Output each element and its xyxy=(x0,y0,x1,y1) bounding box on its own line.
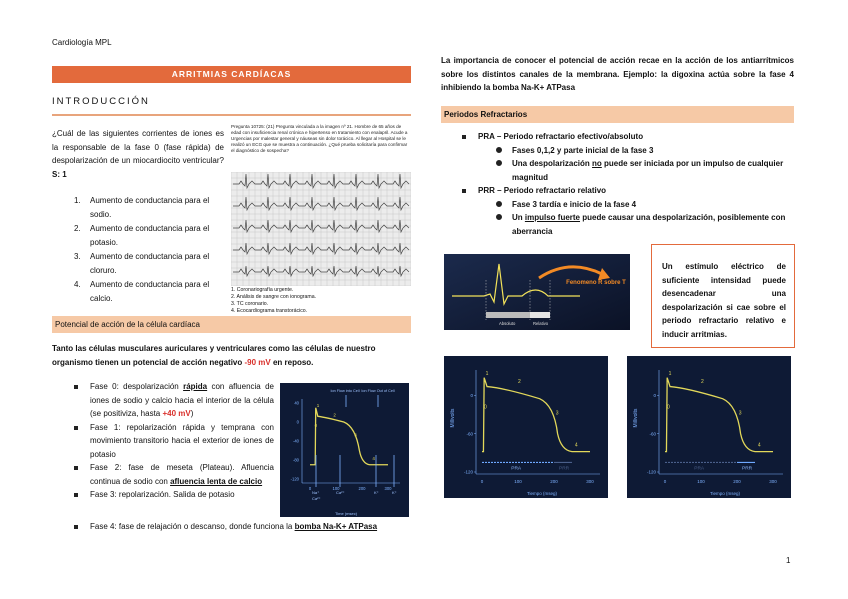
question xyxy=(52,127,224,181)
potential-intro: Tanto las células musculares auriculares y ventriculares como las células de nuestro organismo tienen un potencial de acción negativo -90 mV en reposo. xyxy=(52,344,376,367)
exam-question: Pregunta 10725: (21) Pregunta vinculada a la imagen nº 21. Hombre de 65 años de edad con insuficiencia renal crónica e hipertenso en tratamiento con enalapril. Acude a Urgencias por malestar general y náuseas sin dolor torácico. Al llegar al Hospital se le realizó un ECG que se muestra a continuación. ¿Qué prueba solicitaría para confirmar el diagnóstico de sospecha? xyxy=(231,124,408,153)
c2-phase-label: 3 xyxy=(738,410,742,417)
c1-prr-label: PRR xyxy=(559,466,570,472)
ap-xtick: 100 xyxy=(332,486,340,491)
option-item: 4. Aumento de conductancia para el calcio. xyxy=(74,280,210,303)
c2-pra-label: PRA xyxy=(694,466,705,472)
ap-phase-label: 2 xyxy=(333,412,336,418)
c1-phase-label: 2 xyxy=(518,378,521,385)
ap-phase-label: 4 xyxy=(372,456,375,461)
phase-item: Fase 2: fase de meseta (Plateau). Afluencia continua de sodio con afluencia lenta de calcio xyxy=(74,461,274,488)
c1-xtick: 200 xyxy=(550,479,558,484)
c1-xtick: 0 xyxy=(480,479,484,484)
pra-subitem: Fases 0,1,2 y parte inicial de la fase 3 xyxy=(462,144,794,158)
potential-heading: Potencial de acción de la célula cardíaca xyxy=(52,316,411,333)
c2-phase-label: 1 xyxy=(668,371,672,378)
c1-xlabel: Tiempo (mseg) xyxy=(526,491,558,496)
c1-ytick: -120 xyxy=(463,469,473,475)
ecg-image xyxy=(231,172,411,286)
ap-xlabel: Time (msec) xyxy=(334,511,358,516)
c1-xtick: 300 xyxy=(586,479,594,484)
exam-answer: 3. TC coronario. xyxy=(231,301,269,307)
callout-box: Un estímulo eléctrico de suficiente intensidad puede desencadenar una despolarización si cae sobre el periodo refractario relativo e inducir arritmias. xyxy=(651,244,795,348)
prr-subitem: Fase 3 tardía e inicio de la fase 4 xyxy=(462,198,794,212)
c2-xtick: 0 xyxy=(663,479,667,484)
ion-in-label: Ion Flow into Cell xyxy=(330,389,360,393)
ap-phase-label: 0 xyxy=(314,422,318,428)
section-title: ARRITMIAS CARDÍACAS xyxy=(52,66,411,83)
c1-ylabel: Millivolts xyxy=(450,408,456,428)
option-item: 3. Aumento de conductancia para el cloruro. xyxy=(74,252,210,275)
exam-answer: 4. Ecocardiograma transtorácico. xyxy=(231,308,308,314)
c1-phase-label: 3 xyxy=(555,410,559,417)
right-intro: La importancia de conocer el potencial de acción recae en la acción de los antiarrítmicos sobre los distintos canales de la membrana. Ejemplo: la digoxina actúa sobre la fase 4 inhibiendo la bomba Na-K+ ATPasa xyxy=(441,56,794,92)
c1-phase-label: 4 xyxy=(574,442,578,449)
c2-ylabel: Millivolts xyxy=(633,408,639,428)
ion-label-ca2: Ca²⁺ xyxy=(336,490,345,495)
phases-list xyxy=(74,380,274,502)
phase-item: Fase 1: repolarización rápida y temprana con movimiento transitorio hacia el exterior de iones de potasio xyxy=(74,421,274,462)
ap-ytick: -40 xyxy=(292,438,299,444)
action-potential-chart xyxy=(280,383,409,517)
phase-item: Fase 0: despolarización rápida con afluencia de iones de sodio y calcio hacia el interior de la célula (se positiviza, hasta +40 mV) xyxy=(74,380,274,421)
ap-ytick: 0 xyxy=(296,419,299,425)
option-item: 1. Aumento de conductancia para el sodio. xyxy=(74,196,210,219)
c1-phase-label: 1 xyxy=(485,371,489,378)
exam-answer: 2. Análisis de sangre con ionograma. xyxy=(231,294,317,300)
relative-bar xyxy=(530,312,550,318)
ap-ytick: 40 xyxy=(294,400,299,406)
intro-heading: INTRODUCCIÓN xyxy=(52,96,411,116)
question-answer: S: 1 xyxy=(52,169,67,179)
pra-subitem: Una despolarización no puede ser iniciada por un impulso de cualquier magnitud xyxy=(462,157,794,184)
phase-item: Fase 4: fase de relajación o descanso, donde funciona la bomba Na-K+ ATPasa xyxy=(74,520,419,534)
c2-phase-label: 0 xyxy=(667,404,670,411)
c2-xtick: 300 xyxy=(769,479,777,484)
c2-xlabel: Tiempo (mseg) xyxy=(709,491,741,496)
page-number: 1 xyxy=(786,556,791,565)
refractory-chart-prr xyxy=(627,356,791,498)
ion-label-na: Na⁺ xyxy=(312,490,320,495)
absolute-bar xyxy=(486,312,530,318)
ap-ytick: -120 xyxy=(290,476,299,482)
doc-title: Cardiología MPL xyxy=(52,38,112,47)
c2-phase-label: 2 xyxy=(701,378,704,385)
c2-phase-label: 4 xyxy=(757,442,761,449)
c1-pra-label: PRA xyxy=(511,466,522,472)
exam-answer: 1. Coronariografía urgente. xyxy=(231,287,294,293)
ap-ytick: -80 xyxy=(292,457,299,463)
ion-label-k: K⁺ xyxy=(374,490,379,495)
c2-ytick: -60 xyxy=(649,431,656,437)
ion-out-label: Ion Flow Out of Cell xyxy=(361,389,395,393)
ion-label-ca: Ca²⁺ xyxy=(312,496,321,501)
refractory-chart-pra xyxy=(444,356,608,498)
c2-prr-label: PRR xyxy=(742,466,753,472)
c1-xtick: 100 xyxy=(514,479,522,484)
option-item: 2. Aumento de conductancia para el potasio. xyxy=(74,224,210,247)
r-on-t-banner xyxy=(444,254,630,330)
ap-phase-label: 3 xyxy=(354,432,357,438)
ion-label-k2: K⁺ xyxy=(392,490,397,495)
relative-label: Relativo xyxy=(533,321,549,326)
phase-item: Fase 3: repolarización. Salida de potasio xyxy=(74,488,274,502)
prr-subitem: Un impulso fuerte puede causar una despolarización, posiblemente con aberrancia xyxy=(462,211,794,238)
c1-ytick: -60 xyxy=(466,431,473,437)
c2-ytick: 0 xyxy=(653,393,656,398)
ap-phase-label: 1 xyxy=(316,402,320,408)
question-text: ¿Cuál de las siguientes corrientes de iones es la responsable de la fase 0 (fase rápida) de despolarización de un miocardiocito ventricular? xyxy=(52,129,224,165)
c2-ytick: -120 xyxy=(646,469,656,475)
refractory-heading: Periodos Refractarios xyxy=(441,106,794,123)
ap-xtick: 200 xyxy=(358,486,366,491)
ap-xtick: 300 xyxy=(384,486,392,491)
exam-card xyxy=(231,124,411,316)
options-list xyxy=(74,194,224,305)
ap-xtick: 0 xyxy=(308,486,312,491)
c1-phase-label: 0 xyxy=(484,404,487,411)
banner-title: Fenomeno R sobre T xyxy=(566,280,626,286)
c1-ytick: 0 xyxy=(470,393,473,398)
refractory-list xyxy=(462,130,794,238)
absolute-label: Absoluto xyxy=(499,321,516,326)
prr-item: PRR – Periodo refractario relativo xyxy=(462,184,794,198)
c2-xtick: 100 xyxy=(697,479,705,484)
exam-answers xyxy=(231,287,411,315)
c2-xtick: 200 xyxy=(733,479,741,484)
pra-item: PRA – Periodo refractario efectivo/absoluto xyxy=(462,130,794,144)
